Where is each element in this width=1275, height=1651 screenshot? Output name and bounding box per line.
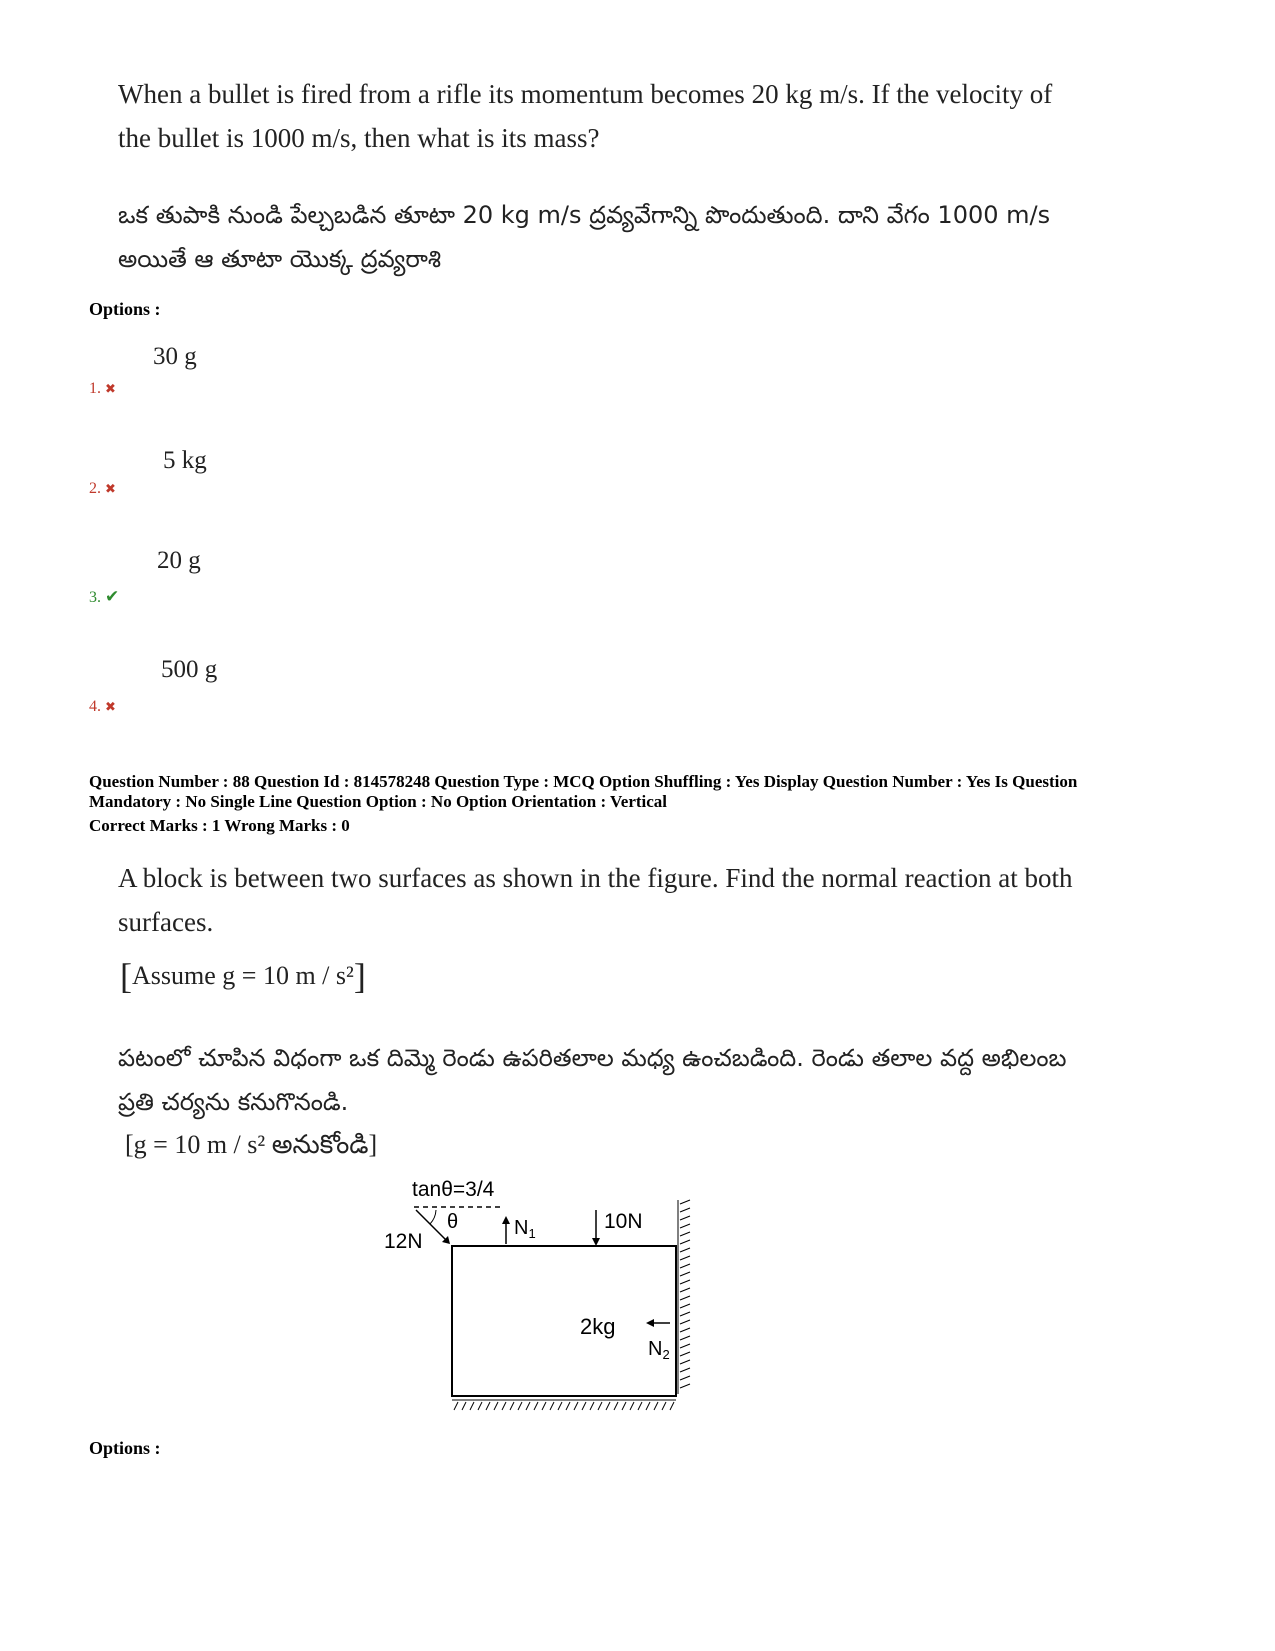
question-text-telugu bbox=[118, 1036, 1118, 1124]
option-number: 3. bbox=[89, 589, 101, 606]
question-text-english bbox=[118, 72, 1118, 160]
floor-hatching bbox=[454, 1402, 674, 1410]
cross-icon: ✖ bbox=[105, 699, 116, 714]
block bbox=[452, 1246, 676, 1396]
metadata-line: Question Number : 88 Question Id : 814578248 Question Type : MCQ Option Shuffling : Yes Display Question Number : Yes Is Question bbox=[89, 772, 1078, 791]
option-number: 4. bbox=[89, 698, 101, 715]
question-line: ఒక తుపాకి నుండి పేల్చబడిన తూటా 20 kg m/s ద్రవ్యవేగాన్ని పొందుతుంది. దాని వేగం 1000 m/s bbox=[118, 201, 1051, 229]
assumption-text: Assume g = 10 m / s² bbox=[132, 961, 354, 990]
option-value[interactable]: 500 g bbox=[161, 656, 218, 683]
option-value[interactable]: 30 g bbox=[153, 343, 197, 370]
question-line: ప్రతి చర్యను కనుగొనండి. bbox=[118, 1088, 349, 1116]
mass-label: 2kg bbox=[580, 1314, 616, 1339]
option-marker bbox=[89, 380, 116, 398]
angle-arc bbox=[430, 1210, 436, 1224]
theta-label: θ bbox=[447, 1211, 459, 1233]
n1-label: $N_1$ bbox=[514, 1217, 536, 1241]
question-line: పటంలో చూపిన విధంగా ఒక దిమ్మె రెండు ఉపరితలాల మధ్య ఉంచబడింది. రెండు తలాల వద్ద అభిలంబ bbox=[118, 1044, 1067, 1072]
n2-label: $N_2$ bbox=[648, 1338, 670, 1362]
block-diagram bbox=[370, 1170, 710, 1420]
wall-hatching bbox=[680, 1200, 690, 1388]
question-line: అయితే ఆ తూటా యొక్క ద్రవ్యరాశి bbox=[118, 245, 442, 273]
marks-line: Correct Marks : 1 Wrong Marks : 0 bbox=[89, 816, 350, 835]
tan-label: tanθ=3/4 bbox=[412, 1178, 495, 1201]
arrowhead bbox=[592, 1238, 600, 1246]
question-line: surfaces. bbox=[118, 907, 214, 937]
option-value[interactable]: 20 g bbox=[157, 547, 201, 574]
question-line: When a bullet is fired from a rifle its momentum becomes 20 kg m/s. If the velocity of bbox=[118, 79, 1053, 109]
options-label: Options : bbox=[89, 1438, 161, 1458]
arrowhead bbox=[502, 1216, 510, 1224]
assumption-text: g = 10 m / s² అనుకోండి bbox=[133, 1130, 369, 1159]
force-label-12n: 12N bbox=[384, 1230, 423, 1253]
option-number: 1. bbox=[89, 380, 101, 397]
options-label: Options : bbox=[89, 299, 161, 319]
option-value[interactable]: 5 kg bbox=[163, 447, 207, 474]
cross-icon: ✖ bbox=[105, 381, 116, 396]
metadata-line: Mandatory : No Single Line Question Option : No Option Orientation : Vertical bbox=[89, 792, 668, 811]
assumption-telugu: [g = 10 m / s² అనుకోండి] bbox=[125, 1130, 378, 1159]
force-label-10n: 10N bbox=[604, 1210, 643, 1233]
assumption: [Assume g = 10 m / s²] bbox=[120, 956, 366, 996]
question-line: the bullet is 1000 m/s, then what is its mass? bbox=[118, 123, 600, 153]
cross-icon: ✖ bbox=[105, 481, 116, 496]
option-marker bbox=[89, 480, 116, 498]
question-line: A block is between two surfaces as shown in the figure. Find the normal reaction at both bbox=[118, 863, 1073, 893]
question-text-english bbox=[118, 856, 1118, 944]
question-text-telugu bbox=[118, 193, 1118, 281]
option-number: 2. bbox=[89, 480, 101, 497]
arrowhead bbox=[646, 1319, 654, 1327]
option-marker bbox=[89, 587, 119, 607]
option-marker bbox=[89, 698, 116, 716]
check-icon: ✔ bbox=[105, 587, 120, 606]
question-metadata bbox=[89, 772, 1209, 836]
